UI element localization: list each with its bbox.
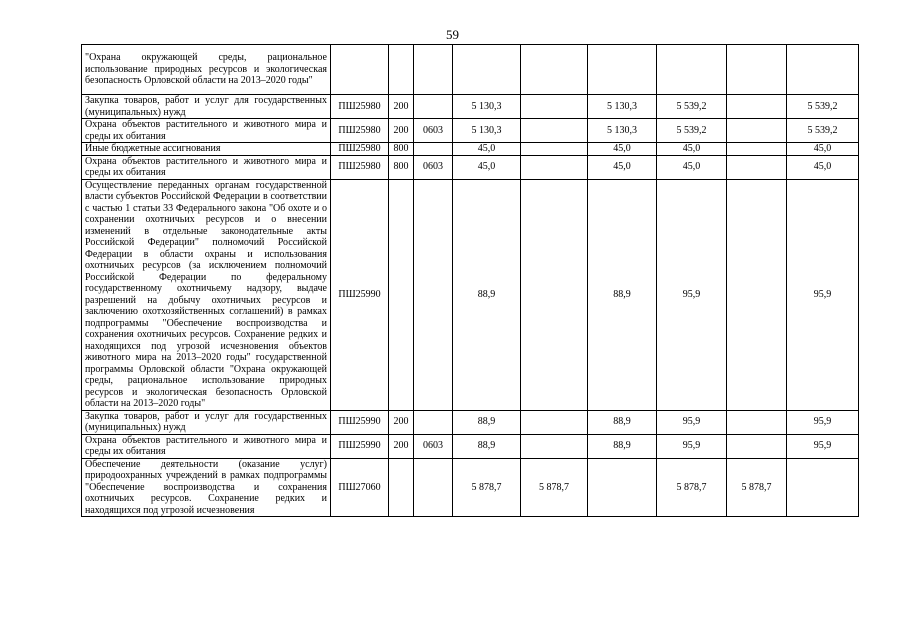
section-code: 0603	[414, 155, 453, 179]
target-article-code: ПШ25990	[331, 179, 389, 410]
amount-col-4: 5 539,2	[657, 119, 727, 143]
table-row	[82, 179, 859, 410]
section-code: 0603	[414, 119, 453, 143]
amount-col-3: 45,0	[588, 155, 657, 179]
amount-col-5	[727, 434, 787, 458]
target-article-code	[331, 45, 389, 95]
table-row	[82, 155, 859, 179]
amount-col-3: 5 130,3	[588, 95, 657, 119]
amount-col-5	[727, 95, 787, 119]
expense-type-code	[389, 458, 414, 517]
amount-col-1: 88,9	[453, 410, 521, 434]
amount-col-3: 88,9	[588, 434, 657, 458]
amount-col-4: 45,0	[657, 143, 727, 156]
amount-col-5	[727, 143, 787, 156]
amount-col-1: 88,9	[453, 434, 521, 458]
target-article-code: ПШ27060	[331, 458, 389, 517]
amount-col-5	[727, 155, 787, 179]
budget-table	[81, 44, 859, 517]
row-description: Обеспечение деятельности (оказание услуг) природоохранных учреждений в рамках подпрограммы "Обеспечение воспроизводства и сохранения охотничьих ресурсов. Сохранение редких и находящихся под угрозой исчезновения	[82, 458, 331, 517]
section-code	[414, 45, 453, 95]
expense-type-code	[389, 179, 414, 410]
table-row	[82, 458, 859, 517]
amount-col-3: 88,9	[588, 410, 657, 434]
amount-col-6: 95,9	[787, 179, 859, 410]
amount-col-1: 45,0	[453, 143, 521, 156]
amount-col-6: 45,0	[787, 143, 859, 156]
expense-type-code: 200	[389, 119, 414, 143]
amount-col-5: 5 878,7	[727, 458, 787, 517]
amount-col-6: 45,0	[787, 155, 859, 179]
amount-col-4: 45,0	[657, 155, 727, 179]
amount-col-1: 5 878,7	[453, 458, 521, 517]
amount-col-4: 95,9	[657, 179, 727, 410]
amount-col-2	[521, 119, 588, 143]
table-row	[82, 434, 859, 458]
amount-col-6	[787, 45, 859, 95]
section-code	[414, 95, 453, 119]
expense-type-code: 200	[389, 434, 414, 458]
expense-type-code: 800	[389, 143, 414, 156]
amount-col-2	[521, 410, 588, 434]
amount-col-6: 95,9	[787, 410, 859, 434]
section-code	[414, 410, 453, 434]
table-row	[82, 95, 859, 119]
row-description: Охрана объектов растительного и животного мира и среды их обитания	[82, 155, 331, 179]
amount-col-3: 5 130,3	[588, 119, 657, 143]
amount-col-5	[727, 119, 787, 143]
amount-col-3: 45,0	[588, 143, 657, 156]
amount-col-4: 5 878,7	[657, 458, 727, 517]
row-description: Иные бюджетные ассигнования	[82, 143, 331, 156]
target-article-code: ПШ25990	[331, 434, 389, 458]
amount-col-2	[521, 434, 588, 458]
table-row	[82, 119, 859, 143]
amount-col-1: 45,0	[453, 155, 521, 179]
row-description: Осуществление переданных органам государственной власти субъектов Российской Федерации в соответствии с частью 1 статьи 33 Федерального закона "Об охоте и о сохранении охотничьих ресурсов и о внесении изменений в отдельные законодательные акты Российской Федерации" полномочий Российской Федерации в области охраны и использования охотничьих ресурсов (за исключением полномочий Российской Федерации по федеральному государственному охотничьему надзору, выдаче разрешений на добычу охотничьих ресурсов и заключению охотхозяйственных соглашений) в рамках подпрограммы "Обеспечение воспроизводства и сохранения охотничьих ресурсов. Сохранение редких и находящихся под угрозой исчезновения объектов животного мира на 2013–2020 годы" государственной программы Орловской области "Охрана окружающей среды, рациональное использование природных ресурсов и экологическая безопасность Орловской области на 2013–2020 годы"	[82, 179, 331, 410]
amount-col-5	[727, 410, 787, 434]
amount-col-2	[521, 45, 588, 95]
row-description: Закупка товаров, работ и услуг для государственных (муниципальных) нужд	[82, 95, 331, 119]
amount-col-3	[588, 45, 657, 95]
amount-col-6: 5 539,2	[787, 119, 859, 143]
expense-type-code: 200	[389, 95, 414, 119]
section-code: 0603	[414, 434, 453, 458]
amount-col-1: 88,9	[453, 179, 521, 410]
page-number: 59	[446, 27, 459, 42]
section-code	[414, 179, 453, 410]
expense-type-code: 800	[389, 155, 414, 179]
row-description: Охрана объектов растительного и животного мира и среды их обитания	[82, 119, 331, 143]
amount-col-4: 95,9	[657, 410, 727, 434]
row-description: "Охрана окружающей среды, рациональное использование природных ресурсов и экологическая безопасность Орловской области на 2013–2020 годы"	[82, 45, 331, 95]
amount-col-3	[588, 458, 657, 517]
amount-col-2	[521, 179, 588, 410]
table-row	[82, 45, 859, 95]
amount-col-6: 5 539,2	[787, 95, 859, 119]
amount-col-2: 5 878,7	[521, 458, 588, 517]
section-code	[414, 143, 453, 156]
amount-col-1	[453, 45, 521, 95]
target-article-code: ПШ25980	[331, 95, 389, 119]
amount-col-2	[521, 143, 588, 156]
target-article-code: ПШ25980	[331, 143, 389, 156]
target-article-code: ПШ25980	[331, 119, 389, 143]
target-article-code: ПШ25980	[331, 155, 389, 179]
row-description: Закупка товаров, работ и услуг для государственных (муниципальных) нужд	[82, 410, 331, 434]
amount-col-5	[727, 45, 787, 95]
amount-col-4	[657, 45, 727, 95]
amount-col-5	[727, 179, 787, 410]
expense-type-code	[389, 45, 414, 95]
expense-type-code: 200	[389, 410, 414, 434]
amount-col-2	[521, 95, 588, 119]
section-code	[414, 458, 453, 517]
amount-col-3: 88,9	[588, 179, 657, 410]
table-row	[82, 410, 859, 434]
amount-col-6: 95,9	[787, 434, 859, 458]
amount-col-1: 5 130,3	[453, 119, 521, 143]
row-description: Охрана объектов растительного и животного мира и среды их обитания	[82, 434, 331, 458]
amount-col-4: 95,9	[657, 434, 727, 458]
amount-col-4: 5 539,2	[657, 95, 727, 119]
target-article-code: ПШ25990	[331, 410, 389, 434]
table-row	[82, 143, 859, 156]
amount-col-1: 5 130,3	[453, 95, 521, 119]
amount-col-2	[521, 155, 588, 179]
amount-col-6	[787, 458, 859, 517]
